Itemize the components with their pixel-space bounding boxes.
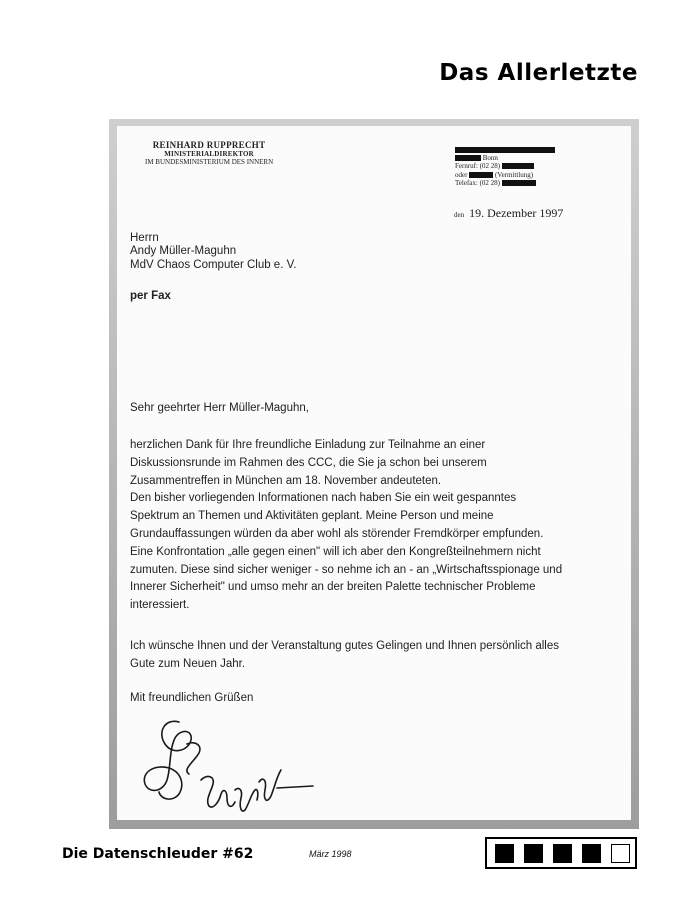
body-line: Den bisher vorliegenden Informationen nach haben Sie ein weit gespanntes <box>130 492 517 505</box>
body-line: Diskussionsrunde im Rahmen des CCC, die Sie ja schon bei unserem <box>130 456 487 469</box>
contact-alt-suffix: (Vermittlung) <box>494 170 534 179</box>
recipient-line: Andy Müller-Maguhn <box>130 245 237 258</box>
contact-line-5 <box>455 179 555 187</box>
issue-indicator <box>485 837 637 869</box>
signature-image <box>135 710 325 820</box>
recipient-block <box>130 232 296 272</box>
body-line: Zusammentreffen in München am 18. November andeuteten. <box>130 474 442 487</box>
body-line: zumuten. Diese sind sicher weniger - so nehme ich an - an „Wirtschaftsspionage und <box>130 563 563 576</box>
letter-body <box>130 437 610 615</box>
recipient-line: MdV Chaos Computer Club e. V. <box>130 258 297 271</box>
sender-name: REINHARD RUPPRECHT <box>152 140 266 150</box>
redaction-bar <box>502 180 536 186</box>
indicator-square-empty <box>611 844 630 863</box>
letter-sheet <box>117 126 631 820</box>
contact-fax-label: Telefax: (02 28) <box>455 178 500 187</box>
contact-city: Bonn <box>482 154 498 163</box>
indicator-square-filled <box>524 844 543 863</box>
sender-block <box>145 140 273 166</box>
body-line: Spektrum an Themen und Aktivitäten geplant. Meine Person und meine <box>130 510 494 523</box>
contact-line-3 <box>455 162 555 170</box>
contact-line-2 <box>455 154 555 162</box>
recipient-line: Herrn <box>130 232 159 244</box>
body-line: Innerer Sicherheit" und umso mehr an der breiten Palette technischer Probleme <box>130 581 536 594</box>
redaction-bar <box>455 155 481 161</box>
contact-phone-label: Fernruf: (02 28) <box>455 162 501 171</box>
letter-wishes <box>130 637 615 673</box>
indicator-square-filled <box>553 844 572 863</box>
wishes-line: Gute zum Neuen Jahr. <box>130 658 246 670</box>
contact-line-1 <box>455 146 555 154</box>
wishes-line: Ich wünsche Ihnen und der Veranstaltung gutes Gelingen und Ihnen persönlich alles <box>130 640 559 652</box>
footer-magazine: Die Datenschleuder #62 <box>62 846 254 862</box>
letter-date <box>454 206 563 221</box>
sender-role: MINISTERIALDIREKTOR <box>164 150 254 158</box>
date-prefix: den <box>454 211 465 219</box>
closing: Mit freundlichen Grüßen <box>130 692 254 704</box>
indicator-square-filled <box>495 844 514 863</box>
redaction-bar <box>469 172 493 178</box>
transmission-note: per Fax <box>130 290 171 302</box>
contact-block <box>455 146 555 187</box>
footer-date: März 1998 <box>309 849 352 859</box>
date-value: 19. Dezember 1997 <box>469 206 564 220</box>
letter-frame <box>109 119 639 829</box>
contact-alt-label: oder <box>455 170 468 179</box>
indicator-square-filled <box>582 844 601 863</box>
redaction-bar <box>455 147 555 153</box>
redaction-bar <box>502 163 534 169</box>
body-line: herzlichen Dank für Ihre freundliche Einladung zur Teilnahme an einer <box>130 439 486 451</box>
body-line: Grundauffassungen würden da aber wohl als störender Fremdkörper empfunden. <box>130 527 544 540</box>
sender-org: IM BUNDESMINISTERIUM DES INNERN <box>145 158 274 166</box>
salutation: Sehr geehrter Herr Müller-Maguhn, <box>130 402 309 414</box>
contact-line-4 <box>455 171 555 179</box>
page-title: Das Allerletzte <box>439 60 638 86</box>
body-line: interessiert. <box>130 599 190 612</box>
body-line: Eine Konfrontation „alle gegen einen" will ich aber den Kongreßteilnehmern nicht <box>130 545 541 558</box>
